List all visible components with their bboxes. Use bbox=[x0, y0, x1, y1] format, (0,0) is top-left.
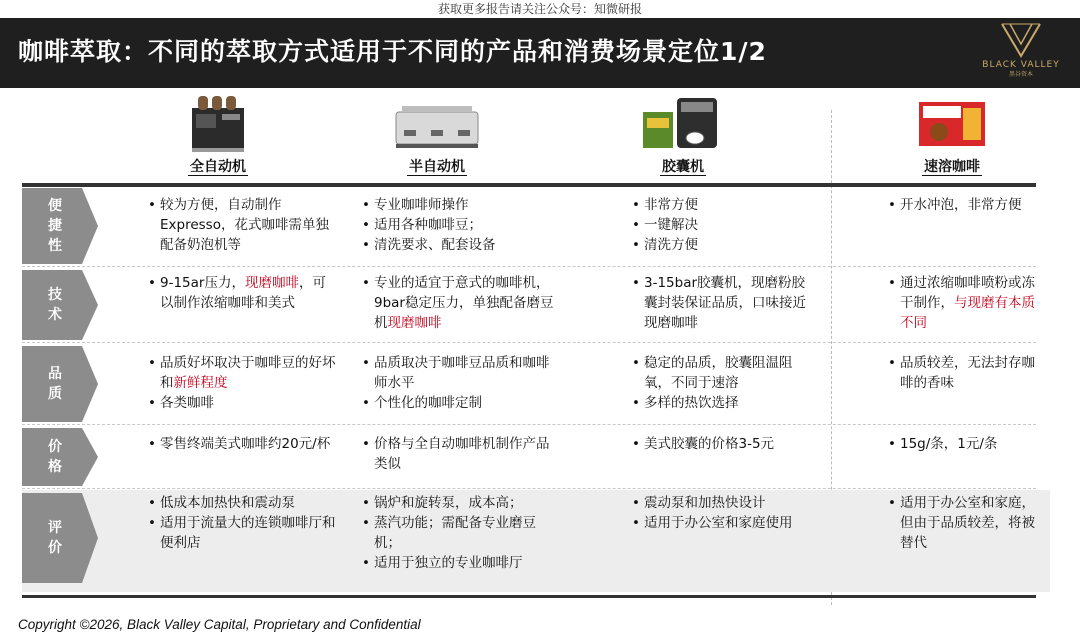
bullet-item: • 通过浓缩咖啡喷粉或冻干制作，与现磨有本质不同 bbox=[888, 273, 1038, 333]
row-label-quality: 品质 bbox=[22, 346, 98, 422]
product-name: 全自动机 bbox=[190, 159, 246, 175]
table-cell bbox=[362, 273, 562, 333]
bullet-item: • 适用于办公室和家庭，但由于品质较差，将被替代 bbox=[888, 493, 1038, 553]
product-name: 速溶咖啡 bbox=[924, 159, 980, 175]
table-bottom-rule bbox=[22, 595, 1036, 598]
product-name: 半自动机 bbox=[409, 159, 465, 175]
black-valley-logo-icon bbox=[998, 20, 1044, 60]
table-cell bbox=[148, 353, 338, 413]
instant-coffee-box-icon bbox=[915, 94, 989, 156]
bullet-item: • 开水冲泡，非常方便 bbox=[888, 195, 1038, 215]
bullet-item: • 各类咖啡 bbox=[148, 393, 338, 413]
table-cell bbox=[362, 353, 562, 413]
table-cell bbox=[148, 273, 338, 313]
product-header-capsule bbox=[613, 92, 753, 180]
table-cell bbox=[632, 353, 812, 413]
bullet-item: • 清洗方便 bbox=[632, 235, 812, 255]
table-cell bbox=[632, 195, 812, 255]
highlight-text: 新鲜程度 bbox=[173, 375, 228, 391]
bullet-item: • 专业咖啡师操作 bbox=[362, 195, 562, 215]
espresso-machine-icon bbox=[186, 94, 250, 158]
bullet-item: • 清洗要求、配套设备 bbox=[362, 235, 562, 255]
bullet-item: • 适用于独立的专业咖啡厅 bbox=[362, 553, 562, 573]
product-header-semi-auto bbox=[367, 92, 507, 180]
bullet-item: • 低成本加热快和震动泵 bbox=[148, 493, 338, 513]
row-label-price: 价格 bbox=[22, 428, 98, 486]
bullet-item: • 零售终端美式咖啡约20元/杯 bbox=[148, 434, 338, 454]
product-name: 胶囊机 bbox=[662, 159, 704, 175]
bullet-item: • 专业的适宜于意式的咖啡机，9bar稳定压力，单独配备磨豆机现磨咖啡 bbox=[362, 273, 562, 333]
highlight-text: 现磨咖啡 bbox=[387, 315, 442, 331]
bullet-item: • 适用于办公室和家庭使用 bbox=[632, 513, 812, 533]
bullet-item: • 锅炉和旋转泵，成本高； bbox=[362, 493, 562, 513]
row-label-technology: 技术 bbox=[22, 270, 98, 340]
bullet-item: • 适用于流量大的连锁咖啡厅和便利店 bbox=[148, 513, 338, 553]
product-header-full-auto bbox=[148, 92, 288, 180]
bullet-item: • 个性化的咖啡定制 bbox=[362, 393, 562, 413]
bullet-item: • 美式胶囊的价格3-5元 bbox=[632, 434, 812, 454]
bullet-item: • 稳定的品质，胶囊阻温阻氧，不同于速溶 bbox=[632, 353, 812, 393]
bullet-item: • 9-15ar压力，现磨咖啡，可以制作浓缩咖啡和美式 bbox=[148, 273, 338, 313]
table-cell bbox=[362, 493, 562, 573]
bullet-item: • 适用各种咖啡豆； bbox=[362, 215, 562, 235]
page-title: 咖啡萃取：不同的萃取方式适用于不同的产品和消费场景定位1/2 bbox=[18, 37, 767, 66]
row-divider bbox=[22, 488, 1036, 489]
bullet-item: • 蒸汽功能；需配备专业磨豆机； bbox=[362, 513, 562, 553]
bullet-item: • 价格与全自动咖啡机制作产品类似 bbox=[362, 434, 562, 474]
row-divider bbox=[22, 424, 1036, 425]
row-label-evaluation: 评价 bbox=[22, 493, 98, 583]
table-cell bbox=[888, 434, 1038, 454]
row-divider bbox=[22, 342, 1036, 343]
logo-subtitle: 黑谷资本 bbox=[1008, 71, 1033, 78]
copyright-footer: Copyright ©2026, Black Valley Capital, Proprietary and Confidential bbox=[18, 617, 421, 632]
product-header-instant bbox=[882, 92, 1022, 180]
highlight-text: 与现磨有本质不同 bbox=[900, 295, 1035, 331]
table-cell bbox=[148, 493, 338, 553]
highlight-text: 现磨咖啡 bbox=[244, 275, 299, 291]
bullet-item: • 品质较差，无法封存咖啡的香味 bbox=[888, 353, 1038, 393]
title-bar bbox=[0, 18, 1080, 88]
table-cell bbox=[888, 195, 1038, 215]
company-logo bbox=[962, 20, 1080, 86]
bullet-item: • 多样的热饮选择 bbox=[632, 393, 812, 413]
bullet-item: • 一键解决 bbox=[632, 215, 812, 235]
table-cell bbox=[148, 195, 338, 255]
table-top-rule bbox=[22, 183, 1036, 187]
watermark-text: 获取更多报告请关注公众号：知微研报 bbox=[437, 2, 642, 16]
table-cell bbox=[888, 493, 1038, 553]
bullet-item: • 非常方便 bbox=[632, 195, 812, 215]
table-cell bbox=[888, 353, 1038, 393]
bullet-item: • 震动泵和加热快设计 bbox=[632, 493, 812, 513]
semi-auto-machine-icon bbox=[392, 94, 482, 154]
bullet-item: • 品质取决于咖啡豆品质和咖啡师水平 bbox=[362, 353, 562, 393]
table-cell bbox=[362, 434, 562, 474]
bullet-item: • 15g/条，1元/条 bbox=[888, 434, 1038, 454]
bullet-item: • 品质好坏取决于咖啡豆的好坏和新鲜程度 bbox=[148, 353, 338, 393]
logo-name: BLACK VALLEY bbox=[982, 60, 1060, 70]
row-label-convenience: 便捷性 bbox=[22, 188, 98, 264]
bullet-item: • 较为方便，自动制作Expresso，花式咖啡需单独配备奶泡机等 bbox=[148, 195, 338, 255]
table-cell bbox=[632, 273, 812, 333]
bullet-item: • 3-15bar胶囊机，现磨粉胶囊封装保证品质，口味接近现磨咖啡 bbox=[632, 273, 812, 333]
table-cell bbox=[888, 273, 1038, 333]
table-cell bbox=[362, 195, 562, 255]
capsule-machine-icon bbox=[641, 94, 725, 156]
table-cell bbox=[632, 434, 812, 454]
table-cell bbox=[148, 434, 338, 454]
table-cell bbox=[632, 493, 812, 533]
row-divider bbox=[22, 266, 1036, 267]
